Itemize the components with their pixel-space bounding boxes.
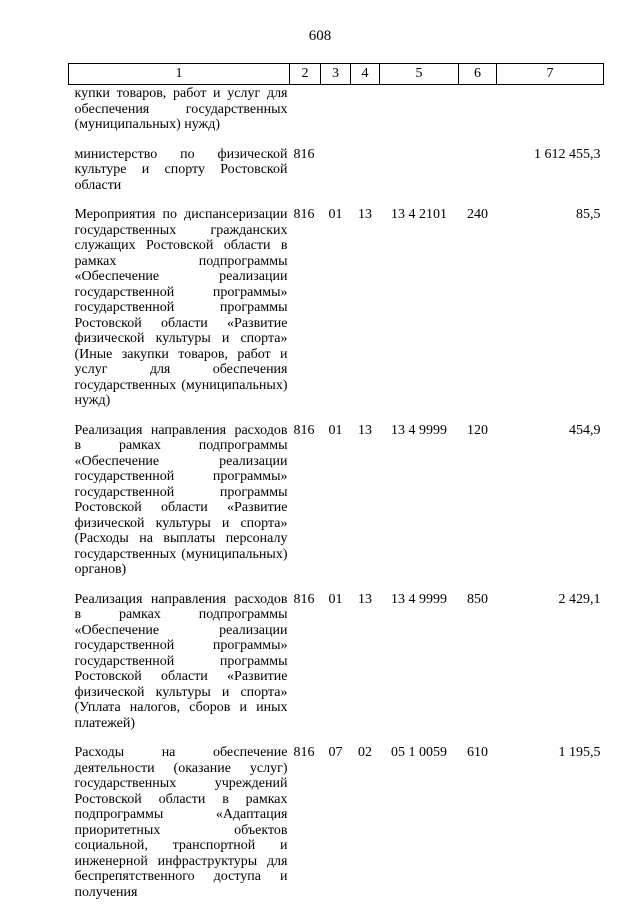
row-gr: 816 — [293, 591, 315, 607]
row-gr: 816 — [293, 422, 315, 438]
row-pr: 02 — [358, 745, 372, 760]
header-col-6: 6 — [459, 64, 497, 85]
row-name: Расходы на обеспечение деятельности (оказание услуг) государственных учреждений Ростовской области в рамках подпрограммы «Адаптация приоритетных объектов социальной, транспортной и инженерной инфраструктуры для беспрепятственного доступа и получения — [74, 745, 288, 900]
row-amount: 2 429,1 — [558, 591, 601, 607]
header-col-1: 1 — [69, 64, 290, 85]
table-row — [69, 145, 604, 206]
row-pr: 13 — [358, 591, 372, 607]
row-amount: 85,5 — [576, 207, 601, 222]
row-pr: 13 — [358, 422, 372, 438]
row-name: Мероприятия по диспансеризации государственных гражданских служащих Ростовской области в рамках подпрограммы «Обеспечение реализации государственной программы» государственной программы Ростовской области «Развитие физической культуры и спорта» (Иные закупки товаров, работ и услуг для обеспечения государственных (муниципальных) нужд) — [74, 207, 288, 408]
row-vr: 850 — [467, 591, 488, 607]
table-row — [69, 590, 604, 744]
row-rz — [321, 85, 351, 145]
budget-table — [68, 63, 604, 912]
row-vr: 240 — [467, 207, 488, 222]
header-col-3: 3 — [321, 64, 351, 85]
header-col-2: 2 — [290, 64, 321, 85]
page-number: 608 — [308, 28, 332, 44]
header-col-4: 4 — [351, 64, 380, 85]
row-gr — [290, 85, 321, 145]
row-csr: 13 4 2101 — [391, 207, 447, 222]
table-row — [69, 421, 604, 590]
row-vr: 610 — [467, 745, 488, 760]
row-pr — [351, 85, 380, 145]
row-csr: 13 4 9999 — [391, 591, 447, 607]
row-csr — [380, 145, 459, 206]
row-rz: 01 — [328, 422, 343, 438]
table-row — [69, 205, 604, 421]
row-csr: 05 1 0059 — [391, 745, 447, 760]
row-amount: 1 195,5 — [558, 745, 601, 760]
row-csr — [380, 85, 459, 145]
row-gr: 816 — [293, 207, 315, 222]
header-col-7: 7 — [497, 64, 604, 85]
row-name: купки товаров, работ и услуг для обеспечения государственных (муниципальных) нужд) — [74, 86, 288, 132]
table-header-row — [69, 64, 604, 85]
row-vr — [459, 85, 497, 145]
row-name: Реализация направления расходов в рамках подпрограммы «Обеспечение реализации государственной программы» государственной программы Ростовской области «Развитие физической культуры и спорта» (Уплата налогов, сборов и иных платежей) — [74, 591, 288, 731]
row-amount — [497, 85, 604, 145]
row-rz: 01 — [328, 207, 343, 222]
header-col-5: 5 — [380, 64, 459, 85]
row-csr: 13 4 9999 — [391, 422, 447, 438]
row-rz: 01 — [328, 591, 343, 607]
row-gr: 816 — [293, 146, 315, 162]
row-vr: 120 — [467, 422, 488, 438]
table-row — [69, 743, 604, 912]
row-gr: 816 — [293, 745, 315, 760]
row-name: Реализация направления расходов в рамках подпрограммы «Обеспечение реализации государственной программы» государственной программы Ростовской области «Развитие физической культуры и спорта» (Расходы на выплаты персоналу государственных (муниципальных) органов) — [74, 422, 288, 577]
row-amount: 454,9 — [569, 422, 601, 438]
row-name: министерство по физической культуре и спорту Ростовской области — [74, 146, 288, 193]
row-amount: 1 612 455,3 — [534, 146, 601, 162]
row-vr — [459, 145, 497, 206]
row-pr — [351, 145, 380, 206]
row-pr: 13 — [358, 207, 372, 222]
row-rz — [321, 145, 351, 206]
row-rz: 07 — [328, 745, 343, 760]
table-row — [69, 85, 604, 145]
